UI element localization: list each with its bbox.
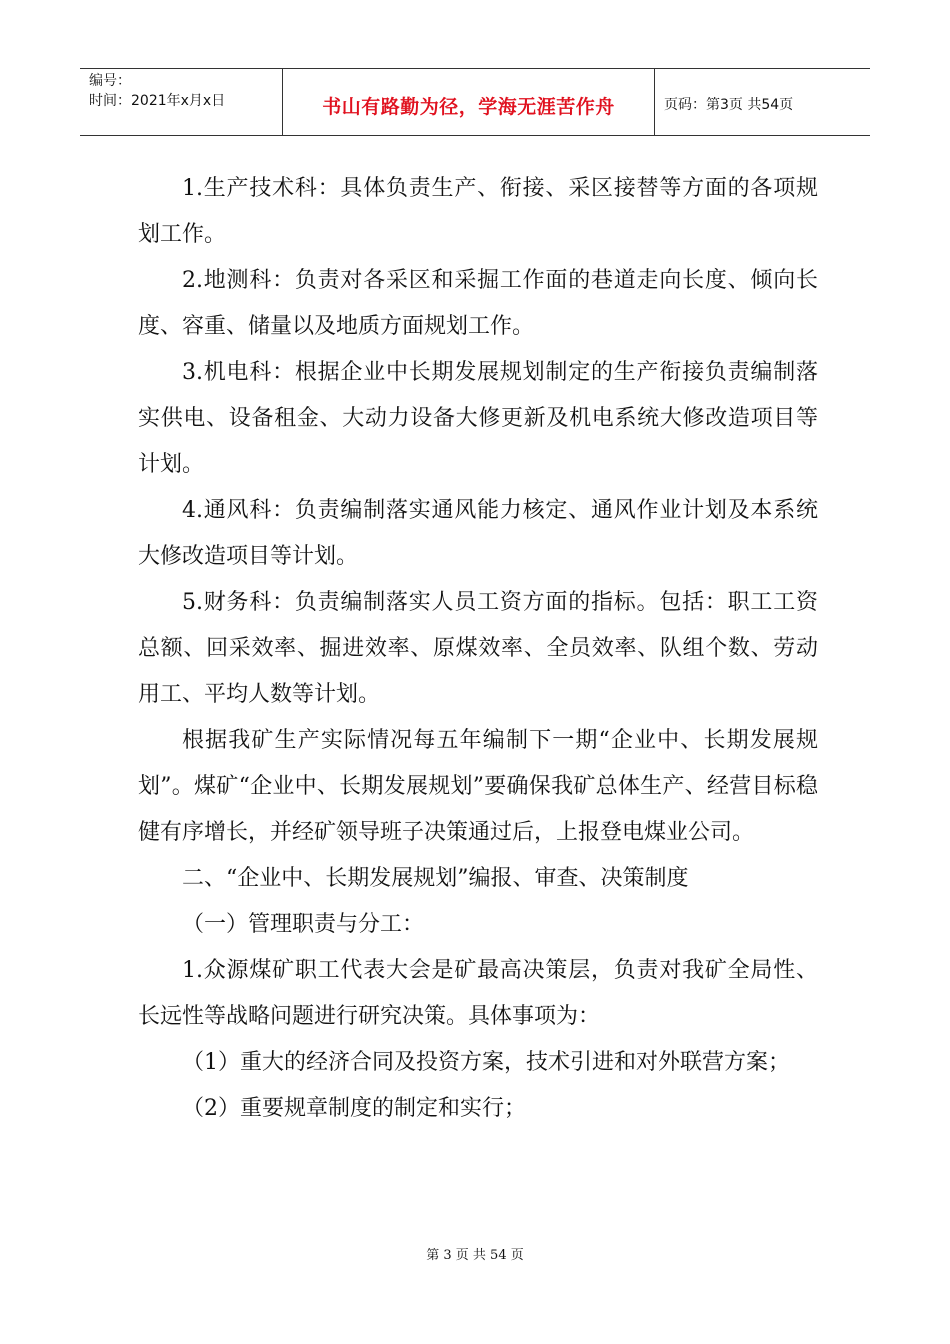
paragraph: 5.财务科：负责编制落实人员工资方面的指标。包括：职工工资总额、回采效率、掘进效率、原煤效率、全员效率、队组个数、劳动用工、平均人数等计划。: [138, 590, 818, 707]
page-footer: 第 3 页 共 54 页: [426, 1248, 524, 1263]
paragraph: 1.生产技术科：具体负责生产、衔接、采区接替等方面的各项规划工作。: [138, 176, 818, 247]
header-meta: [80, 69, 283, 135]
subsection-heading: （一）管理职责与分工：: [182, 912, 425, 937]
document-number-label: 编号：: [89, 73, 131, 89]
paragraph: 根据我矿生产实际情况每五年编制下一期“企业中、长期发展规划”。煤矿“企业中、长期发展规划”要确保我矿总体生产、经营目标稳健有序增长，并经矿领导班子决策通过后，上报登电煤业公司。: [138, 728, 818, 845]
header-motto: 书山有路勤为径，学海无涯苦作舟: [283, 69, 655, 135]
section-heading: 二、“企业中、长期发展规划”编报、审查、决策制度: [182, 866, 689, 891]
paragraph: 4.通风科：负责编制落实通风能力核定、通风作业计划及本系统大修改造项目等计划。: [138, 498, 818, 569]
document-time-label: 时间：2021年x月x日: [89, 93, 226, 109]
document-body: [138, 166, 818, 1132]
list-item: （2）重要规章制度的制定和实行；: [182, 1096, 526, 1121]
header-page-info: 页码：第3页 共54页: [664, 97, 794, 113]
paragraph: 1.众源煤矿职工代表大会是矿最高决策层，负责对我矿全局性、长远性等战略问题进行研究决策。具体事项为：: [138, 958, 818, 1029]
list-item: （1）重大的经济合同及投资方案，技术引进和对外联营方案；: [182, 1050, 790, 1075]
paragraph: 2.地测科：负责对各采区和采掘工作面的巷道走向长度、倾向长度、容重、储量以及地质方面规划工作。: [138, 268, 818, 339]
page-header: [80, 68, 870, 136]
paragraph: 3.机电科：根据企业中长期发展规划制定的生产衔接负责编制落实供电、设备租金、大动力设备大修更新及机电系统大修改造项目等计划。: [138, 360, 818, 477]
